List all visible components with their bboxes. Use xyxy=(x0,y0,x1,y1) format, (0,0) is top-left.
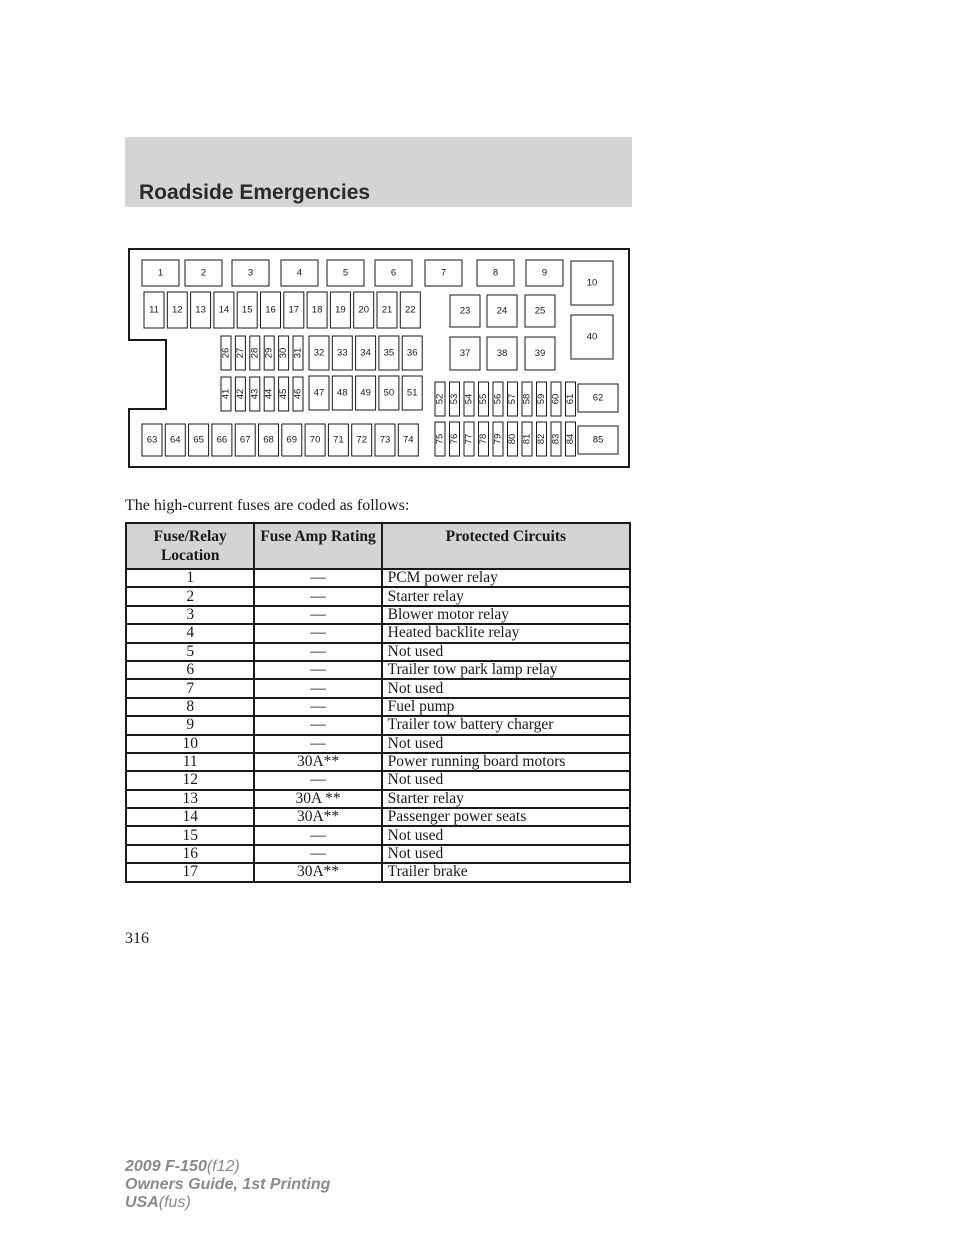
fuse-82 xyxy=(536,422,547,456)
fuse-60 xyxy=(551,382,562,416)
svg-text:25: 25 xyxy=(534,305,546,317)
fuse-box-svg xyxy=(128,248,630,468)
fuse-61 xyxy=(565,382,576,416)
cell-circuits: Fuel pump xyxy=(382,698,630,716)
svg-text:22: 22 xyxy=(405,304,416,316)
cell-location: 10 xyxy=(126,735,254,753)
svg-text:66: 66 xyxy=(216,434,228,446)
svg-text:82: 82 xyxy=(536,433,547,445)
svg-text:33: 33 xyxy=(337,347,348,359)
cell-circuits: Blower motor relay xyxy=(382,606,630,624)
svg-text:16: 16 xyxy=(265,304,276,316)
fuse-18 xyxy=(307,292,327,328)
fuse-75 xyxy=(435,422,446,456)
cell-circuits: Starter relay xyxy=(382,790,630,808)
fuse-64 xyxy=(165,424,185,456)
svg-text:46: 46 xyxy=(292,388,304,400)
cell-location: 9 xyxy=(126,716,254,734)
fuse-box-diagram xyxy=(128,248,630,468)
fuse-74 xyxy=(398,424,418,456)
table-row xyxy=(126,606,630,624)
cell-circuits: Not used xyxy=(382,826,630,844)
section-title: Roadside Emergencies xyxy=(139,181,371,204)
svg-text:67: 67 xyxy=(239,434,251,446)
svg-text:10: 10 xyxy=(586,277,598,289)
cell-rating: — xyxy=(254,826,381,844)
fuse-36 xyxy=(402,336,422,370)
fuse-20 xyxy=(354,292,374,328)
fuse-7 xyxy=(425,260,462,286)
svg-text:6: 6 xyxy=(390,267,397,279)
fuse-16 xyxy=(261,292,281,328)
table-row xyxy=(126,569,630,587)
svg-text:35: 35 xyxy=(383,347,395,359)
svg-text:47: 47 xyxy=(313,387,325,399)
cell-circuits: Trailer brake xyxy=(382,863,630,881)
svg-text:58: 58 xyxy=(521,393,533,405)
fuse-32 xyxy=(309,336,329,370)
svg-text:65: 65 xyxy=(193,434,204,446)
fuse-67 xyxy=(235,424,255,456)
svg-text:8: 8 xyxy=(492,267,499,279)
fuse-81 xyxy=(522,422,533,456)
cell-rating: 30A** xyxy=(254,808,381,826)
fuse-39 xyxy=(525,337,555,370)
fuse-52 xyxy=(435,382,446,416)
fuse-44 xyxy=(264,377,275,411)
table-row xyxy=(126,716,630,734)
svg-text:18: 18 xyxy=(311,304,323,316)
table-row xyxy=(126,753,630,771)
svg-text:45: 45 xyxy=(278,388,290,400)
footer-line-3: USA(fus) xyxy=(125,1194,191,1211)
svg-text:41: 41 xyxy=(220,388,232,400)
table-row xyxy=(126,587,630,605)
svg-text:9: 9 xyxy=(541,267,548,279)
fuse-83 xyxy=(551,422,562,456)
svg-text:72: 72 xyxy=(356,434,367,446)
fuse-43 xyxy=(249,377,260,411)
fuse-42 xyxy=(235,377,246,411)
svg-text:84: 84 xyxy=(565,433,576,445)
cell-circuits: Not used xyxy=(382,643,630,661)
svg-text:39: 39 xyxy=(534,348,546,359)
svg-text:53: 53 xyxy=(449,393,460,405)
svg-text:44: 44 xyxy=(263,388,275,400)
cell-rating: — xyxy=(254,735,381,753)
svg-text:78: 78 xyxy=(478,433,489,445)
svg-text:83: 83 xyxy=(550,433,562,445)
svg-text:56: 56 xyxy=(492,393,504,405)
fuse-68 xyxy=(259,424,279,456)
svg-text:17: 17 xyxy=(288,304,300,316)
header-location: Fuse/Relay Location xyxy=(126,523,254,569)
svg-text:73: 73 xyxy=(379,434,391,446)
cell-rating: — xyxy=(254,643,381,661)
svg-text:85: 85 xyxy=(592,434,604,446)
fuse-51 xyxy=(402,376,422,410)
fuse-57 xyxy=(507,382,518,416)
svg-text:4: 4 xyxy=(296,267,303,279)
cell-location: 17 xyxy=(126,863,254,881)
cell-circuits: Passenger power seats xyxy=(382,808,630,826)
fuse-34 xyxy=(356,336,376,370)
svg-text:15: 15 xyxy=(241,304,253,316)
svg-text:34: 34 xyxy=(360,347,371,359)
fuse-77 xyxy=(464,422,475,456)
fuse-47 xyxy=(309,376,329,410)
fuse-49 xyxy=(356,376,376,410)
footer-line-1: 2009 F-150(f12) xyxy=(125,1158,240,1175)
svg-text:20: 20 xyxy=(358,304,369,316)
cell-rating: — xyxy=(254,569,381,587)
cell-rating: — xyxy=(254,845,381,863)
cell-location: 12 xyxy=(126,771,254,789)
fuse-5 xyxy=(327,260,364,286)
cell-rating: 30A ** xyxy=(254,790,381,808)
cell-location: 7 xyxy=(126,679,254,697)
svg-text:68: 68 xyxy=(263,434,274,446)
fuse-1 xyxy=(142,260,179,286)
fuse-80 xyxy=(507,422,518,456)
cell-location: 8 xyxy=(126,698,254,716)
svg-text:69: 69 xyxy=(286,434,298,446)
fuse-85 xyxy=(578,426,618,454)
fuse-84 xyxy=(565,422,576,456)
svg-text:64: 64 xyxy=(170,434,181,446)
cell-rating: 30A** xyxy=(254,753,381,771)
cell-location: 3 xyxy=(126,606,254,624)
cell-location: 5 xyxy=(126,643,254,661)
table-row xyxy=(126,863,630,881)
svg-text:11: 11 xyxy=(149,304,159,316)
fuse-58 xyxy=(522,382,533,416)
svg-text:74: 74 xyxy=(403,434,414,446)
table-header-row xyxy=(126,523,630,569)
svg-text:52: 52 xyxy=(434,393,446,405)
fuse-48 xyxy=(332,376,352,410)
svg-text:71: 71 xyxy=(333,434,344,446)
fuse-11 xyxy=(144,292,164,328)
fuse-79 xyxy=(493,422,504,456)
fuse-27 xyxy=(235,336,246,370)
table-row xyxy=(126,808,630,826)
cell-circuits: Heated backlite relay xyxy=(382,624,630,642)
fuse-2 xyxy=(185,260,222,286)
cell-rating: 30A** xyxy=(254,863,381,881)
cell-circuits: Not used xyxy=(382,735,630,753)
svg-text:31: 31 xyxy=(292,347,304,359)
table-row xyxy=(126,845,630,863)
svg-text:27: 27 xyxy=(234,347,246,359)
svg-text:12: 12 xyxy=(172,304,183,316)
fuse-46 xyxy=(293,377,304,411)
document-footer xyxy=(125,1158,330,1212)
fuse-26 xyxy=(221,336,232,370)
svg-text:24: 24 xyxy=(496,305,508,317)
svg-text:55: 55 xyxy=(478,393,489,405)
cell-location: 6 xyxy=(126,661,254,679)
table-row xyxy=(126,790,630,808)
cell-location: 1 xyxy=(126,569,254,587)
fuse-55 xyxy=(478,382,489,416)
cell-circuits: Power running board motors xyxy=(382,753,630,771)
svg-text:62: 62 xyxy=(592,392,604,404)
fuse-19 xyxy=(330,292,350,328)
svg-text:21: 21 xyxy=(381,304,393,316)
fuse-28 xyxy=(249,336,260,370)
cell-location: 4 xyxy=(126,624,254,642)
table-row xyxy=(126,826,630,844)
fuse-78 xyxy=(478,422,489,456)
table-row xyxy=(126,661,630,679)
fuse-40 xyxy=(571,315,613,359)
fuse-71 xyxy=(328,424,348,456)
svg-text:30: 30 xyxy=(278,347,290,359)
fuse-31 xyxy=(293,336,304,370)
cell-location: 2 xyxy=(126,587,254,605)
table-row xyxy=(126,698,630,716)
fuse-6 xyxy=(375,260,412,286)
fuse-37 xyxy=(450,337,480,370)
svg-text:57: 57 xyxy=(507,393,518,405)
svg-text:32: 32 xyxy=(313,347,325,359)
fuse-30 xyxy=(278,336,289,370)
intro-text: The high-current fuses are coded as follows: xyxy=(125,497,410,514)
fuse-25 xyxy=(525,295,555,327)
cell-circuits: Trailer tow park lamp relay xyxy=(382,661,630,679)
fuse-66 xyxy=(212,424,232,456)
fuse-50 xyxy=(379,376,399,410)
fuse-63 xyxy=(142,424,162,456)
fuse-17 xyxy=(284,292,304,328)
cell-rating: — xyxy=(254,661,381,679)
cell-location: 16 xyxy=(126,845,254,863)
table-row xyxy=(126,771,630,789)
fuse-69 xyxy=(282,424,302,456)
fuse-65 xyxy=(189,424,209,456)
fuse-73 xyxy=(375,424,395,456)
page-number: 316 xyxy=(125,930,149,947)
svg-text:49: 49 xyxy=(360,387,371,399)
cell-circuits: Not used xyxy=(382,845,630,863)
svg-text:42: 42 xyxy=(234,388,246,400)
fuse-table xyxy=(125,522,631,883)
svg-text:36: 36 xyxy=(406,347,418,359)
cell-location: 14 xyxy=(126,808,254,826)
cell-circuits: Not used xyxy=(382,679,630,697)
fuse-22 xyxy=(400,292,420,328)
fuse-54 xyxy=(464,382,475,416)
fuse-70 xyxy=(305,424,325,456)
svg-text:81: 81 xyxy=(521,433,533,445)
cell-location: 13 xyxy=(126,790,254,808)
svg-text:40: 40 xyxy=(586,331,598,343)
svg-text:19: 19 xyxy=(335,304,346,316)
header-circuits: Protected Circuits xyxy=(382,523,630,569)
cell-circuits: PCM power relay xyxy=(382,569,630,587)
cell-rating: — xyxy=(254,606,381,624)
fuse-24 xyxy=(487,295,517,327)
svg-text:43: 43 xyxy=(249,388,261,400)
cell-rating: — xyxy=(254,679,381,697)
svg-text:29: 29 xyxy=(263,347,275,359)
fuse-23 xyxy=(450,295,480,327)
fuse-72 xyxy=(352,424,372,456)
fuse-35 xyxy=(379,336,399,370)
cell-rating: — xyxy=(254,624,381,642)
fuse-38 xyxy=(487,337,517,370)
svg-text:3: 3 xyxy=(247,267,254,279)
svg-text:51: 51 xyxy=(406,387,418,399)
fuse-13 xyxy=(191,292,211,328)
svg-text:23: 23 xyxy=(459,305,471,317)
fuse-14 xyxy=(214,292,234,328)
cell-location: 15 xyxy=(126,826,254,844)
fuse-33 xyxy=(332,336,352,370)
svg-text:26: 26 xyxy=(220,347,232,359)
fuse-76 xyxy=(449,422,460,456)
fuse-9 xyxy=(526,260,563,286)
svg-text:61: 61 xyxy=(565,393,576,405)
svg-text:63: 63 xyxy=(146,434,158,446)
table-row xyxy=(126,735,630,753)
fuse-8 xyxy=(477,260,514,286)
svg-text:7: 7 xyxy=(440,267,447,279)
fuse-4 xyxy=(281,260,318,286)
svg-text:38: 38 xyxy=(496,348,508,359)
fuse-29 xyxy=(264,336,275,370)
svg-text:1: 1 xyxy=(157,267,164,279)
cell-circuits: Trailer tow battery charger xyxy=(382,716,630,734)
svg-text:5: 5 xyxy=(342,267,349,279)
svg-text:77: 77 xyxy=(463,433,475,445)
header-rating: Fuse Amp Rating xyxy=(254,523,381,569)
svg-text:48: 48 xyxy=(337,387,348,399)
fuse-21 xyxy=(377,292,397,328)
cell-rating: — xyxy=(254,698,381,716)
svg-text:60: 60 xyxy=(550,393,562,405)
svg-text:14: 14 xyxy=(218,304,230,316)
fuse-62 xyxy=(578,384,618,412)
fuse-53 xyxy=(449,382,460,416)
svg-text:76: 76 xyxy=(449,433,460,445)
cell-rating: — xyxy=(254,716,381,734)
table-row xyxy=(126,679,630,697)
svg-text:70: 70 xyxy=(309,434,321,446)
fuse-3 xyxy=(232,260,269,286)
table-row xyxy=(126,643,630,661)
cell-location: 11 xyxy=(126,753,254,771)
fuse-45 xyxy=(278,377,289,411)
fuse-15 xyxy=(237,292,257,328)
fuse-59 xyxy=(536,382,547,416)
cell-rating: — xyxy=(254,587,381,605)
svg-text:28: 28 xyxy=(249,347,261,359)
svg-text:50: 50 xyxy=(383,387,395,399)
svg-text:2: 2 xyxy=(200,267,207,279)
fuse-41 xyxy=(221,377,232,411)
fuse-10 xyxy=(571,261,613,305)
svg-text:79: 79 xyxy=(492,433,504,445)
cell-circuits: Starter relay xyxy=(382,587,630,605)
table-row xyxy=(126,624,630,642)
svg-text:13: 13 xyxy=(195,304,206,316)
cell-rating: — xyxy=(254,771,381,789)
fuse-12 xyxy=(167,292,187,328)
svg-text:37: 37 xyxy=(459,348,471,359)
fuse-56 xyxy=(493,382,504,416)
section-header xyxy=(125,137,632,207)
cell-circuits: Not used xyxy=(382,771,630,789)
svg-text:54: 54 xyxy=(463,393,475,405)
svg-text:80: 80 xyxy=(507,433,518,445)
svg-text:59: 59 xyxy=(536,393,547,405)
svg-text:75: 75 xyxy=(434,433,446,445)
footer-line-2: Owners Guide, 1st Printing xyxy=(125,1176,331,1193)
